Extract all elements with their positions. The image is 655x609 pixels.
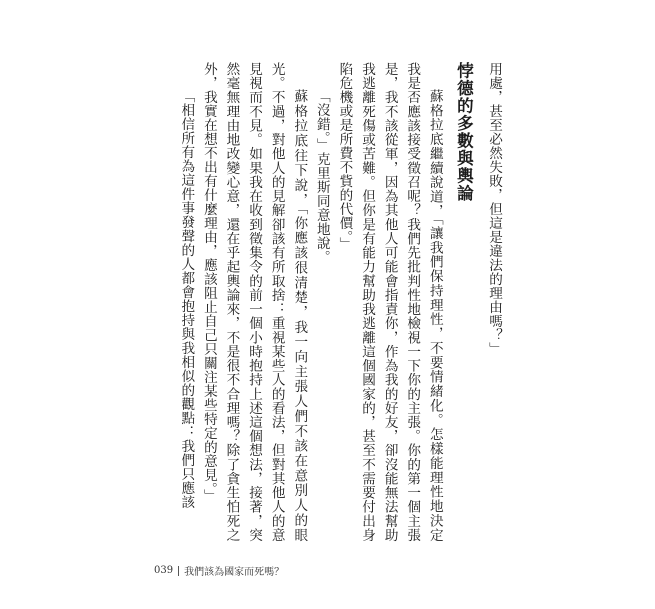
running-title: 我們該為國家而死嗎？ [184,567,285,578]
vertical-text-column [175,62,505,542]
body-paragraph-3: 蘇格拉底往下說，「你應該很清楚，我一向主張人們不該在意別人的眼光。不過，對他人的見解卻該有所取捨：重視某些人的看法，但對其他人的意見視而不見。如果我在收到徵集令的前一個小時抱持上述這個想法，接著，突然毫無理由地改變心意，還在乎起輿論來，不是很不合理嗎？除了貪生怕死之外，我實在想不出有什麼理由，應該阻止自己只關注某些特定的意見。」 [200,62,308,542]
continuation-paragraph: 用處，甚至必然失敗，但這是違法的理由嗎？」 [486,62,502,356]
footer-divider [178,566,179,576]
section-heading: 悖德的多數與輿論 [454,62,474,202]
body-paragraph-2: 「沒錯。」克里斯同意地說。 [313,89,330,265]
body-paragraph-1: 蘇格拉底繼續說道，「讓我們保持理性，不要情緒化。怎樣能理性地決定我是否應該接受徵召呢？我們先批判性地檢視一下你的主張。你的第一個主張是，我不該從軍，因為其他人可能會指責你，作為我的好友，卻沒能無法幫助我逃離死傷或苦難。但你是有能力幫助我逃離這個國家的，甚至不需要付出身陷危機或是所費不貲的代價。」 [336,62,443,542]
body-paragraph-4: 「相信所有為這件事發聲的人都會抱持與我相似的觀點：我們只應該 [178,89,195,510]
page-footer [154,563,284,578]
page-number: 039 [154,565,174,576]
